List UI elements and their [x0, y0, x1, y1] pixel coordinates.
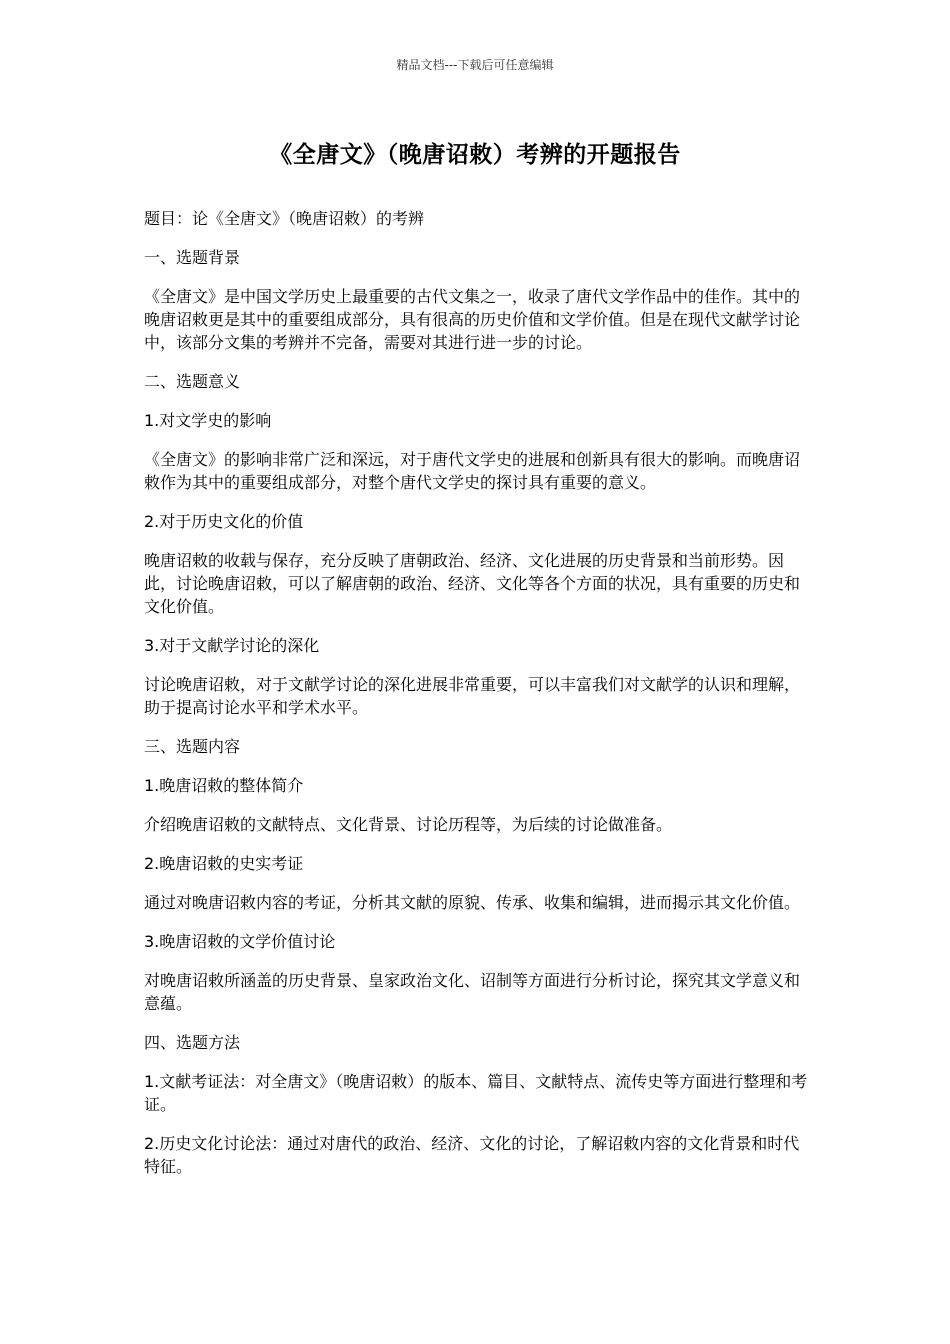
subheading-textual-verification: 2.晚唐诏敕的史实考证	[144, 854, 304, 873]
page-title: 《全唐文》（晚唐诏敕）考辨的开题报告	[269, 142, 681, 168]
subheading-literary-value: 3.晚唐诏敕的文学价值讨论	[144, 932, 336, 951]
subheading-historical-value: 2.对于历史文化的价值	[144, 512, 304, 531]
paragraph-textual-verification: 通过对晚唐诏敕内容的考证，分析其文献的原貌、传承、收集和编辑，进而揭示其文化价值。	[144, 893, 801, 912]
subheading-literary-history: 1.对文学史的影响	[144, 411, 272, 430]
section-heading-background: 一、选题背景	[144, 248, 241, 267]
paragraph-philology: 讨论晚唐诏敕，对于文献学讨论的深化进展非常重要，可以丰富我们对文献学的认识和理解，助于提高讨论水平和学术水平。	[144, 675, 801, 717]
subheading-philology: 3.对于文献学讨论的深化	[144, 636, 320, 655]
paragraph-method-1: 1.文献考证法：对全唐文》（晚唐诏敕）的版本、篇目、文献特点、流传史等方面进行整理和考证。	[144, 1072, 808, 1114]
subheading-overview: 1.晚唐诏敕的整体简介	[144, 776, 304, 795]
paragraph-method-2: 2.历史文化讨论法：通过对唐代的政治、经济、文化的讨论，了解诏敕内容的文化背景和时代特征。	[144, 1134, 800, 1176]
paragraph-literary-value: 对晚唐诏敕所涵盖的历史背景、皇家政治文化、诏制等方面进行分析讨论，探究其文学意义和意蕴。	[144, 971, 801, 1013]
paragraph-overview: 介绍晚唐诏敕的文献特点、文化背景、讨论历程等，为后续的讨论做准备。	[144, 815, 673, 834]
section-heading-significance: 二、选题意义	[144, 372, 241, 391]
paragraph-historical-value: 晚唐诏敕的收载与保存，充分反映了唐朝政治、经济、文化进展的历史背景和当前形势。因此，讨论晚唐诏敕，可以了解唐朝的政治、经济、文化等各个方面的状况，具有重要的历史和文化价值。	[144, 551, 801, 616]
paragraph-background: 《全唐文》是中国文学历史上最重要的古代文集之一，收录了唐代文学作品中的佳作。其中的晚唐诏敕更是其中的重要组成部分，具有很高的历史价值和文学价值。但是在现代文献学讨论中，该部分文集的考辨并不完备，需要对其进行进一步的讨论。	[144, 287, 801, 352]
topic-line: 题目：论《全唐文》（晚唐诏敕）的考辨	[144, 209, 425, 228]
section-heading-methods: 四、选题方法	[144, 1033, 241, 1052]
paragraph-literary-history: 《全唐文》的影响非常广泛和深远，对于唐代文学史的进展和创新具有很大的影响。而晚唐诏敕作为其中的重要组成部分，对整个唐代文学史的探讨具有重要的意义。	[144, 450, 801, 492]
header-note: 精品文档---下载后可任意编辑	[396, 58, 554, 72]
document-body	[144, 207, 809, 1194]
section-heading-content: 三、选题内容	[144, 737, 241, 756]
